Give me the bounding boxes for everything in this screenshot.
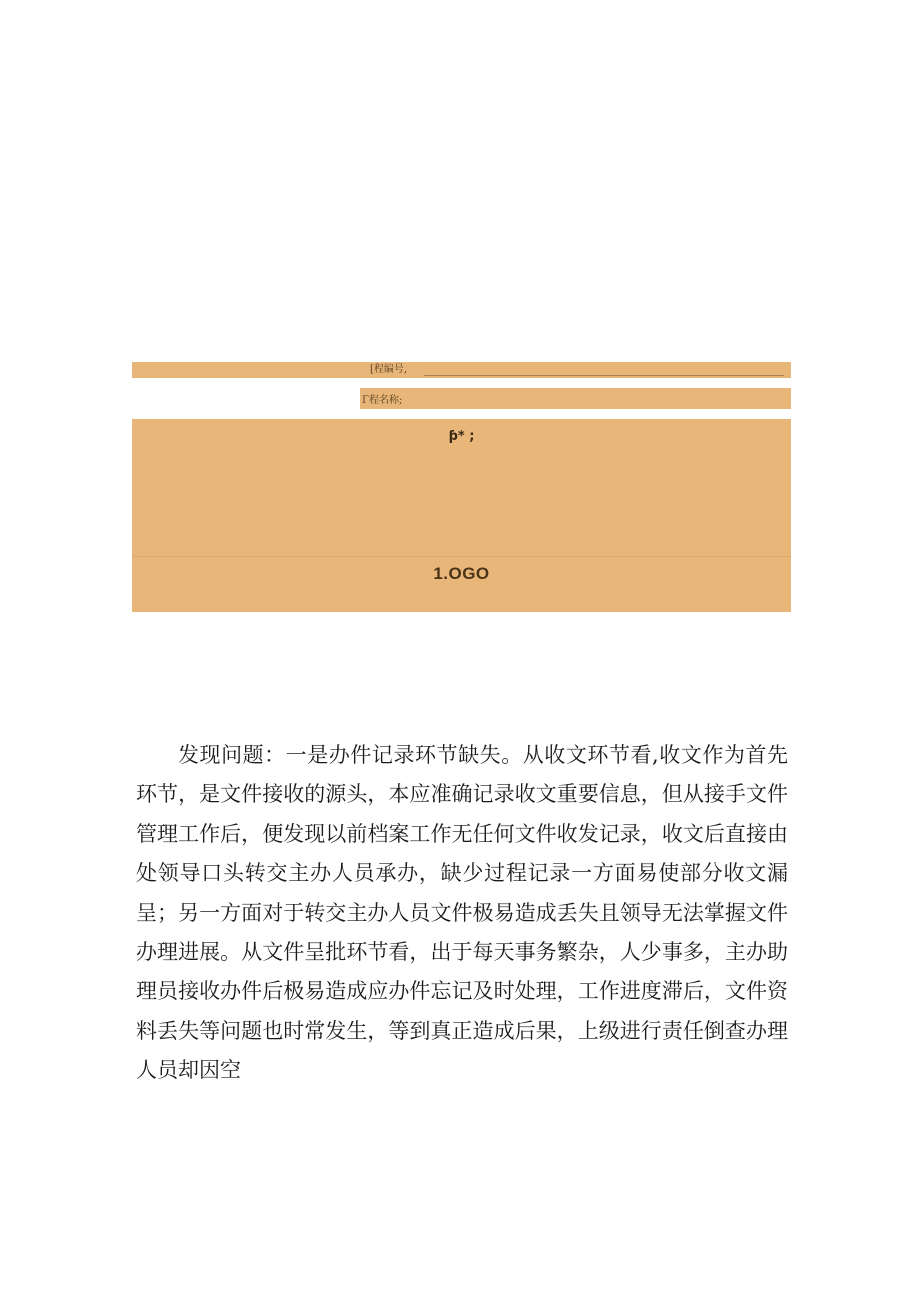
logo: 1.OGO bbox=[433, 564, 490, 583]
cover-main-block bbox=[132, 419, 791, 612]
project-number-strip bbox=[132, 362, 791, 378]
cover-divider bbox=[132, 556, 791, 557]
body-paragraph: 发现问题：一是办件记录环节缺失。从收文环节看,收文作为首先环节，是文件接收的源头，本应准确记录收文重要信息，但从接手文件管理工作后，便发现以前档案工作无任何文件收发记录，收文后直接由处领导口头转交主办人员承办，缺少过程记录一方面易使部分收文漏呈；另一方面对于转交主办人员文件极易造成丢失且领导无法掌握文件办理进展。从文件呈批环节看，出于每天事务繁杂，人少事多，主办助理员接收办件后极易造成应办件忘记及时处理，工作进度滞后，文件资料丢失等问题也时常发生，等到真正造成后果，上级进行责任倒查办理人员却因空 bbox=[136, 743, 788, 1083]
project-name-label: Γ程名称; bbox=[362, 395, 403, 406]
project-number-label: [程编号, bbox=[370, 364, 408, 375]
cover-banner bbox=[132, 362, 791, 612]
project-number-underline bbox=[424, 375, 784, 376]
cover-mark: ƥ* ; bbox=[448, 429, 475, 444]
project-name-strip bbox=[360, 388, 791, 409]
